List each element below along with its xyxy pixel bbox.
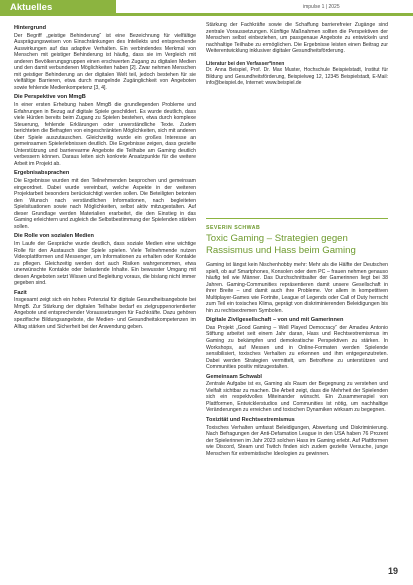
subheading: Gemeinsam Schwabl <box>206 373 262 380</box>
paragraph: In einer ersten Erhebung haben MmgB die grundlegenden Probleme und Erfahrungen in Bezug auf digitale Spiele geschildert. Es wurde deutlich, dass viele Hürden bereits beim Zugang zu Spielen bestehen, etwa durch komplexe Steuerung, fehlende Erklärungen oder unverständliche Texte. Zudem berichteten die Befragten von eingeschränkten Möglichkeiten, sich mit anderen über Spiele auszutauschen. Gleichzeitig wurde ein großes Interesse an gemeinsamen Spielerlebnissen deutlich. Die Ergebnisse zeigen, dass gezielte Unterstützung und barrierearme Angebote die Teilhabe am Gaming deutlich verbessern können. Daraus leiten sich konkrete Ansatzpunkte für die weitere Arbeit im Projekt ab. <box>14 102 196 167</box>
subheading: Ergebnisabsprachen <box>14 170 70 177</box>
subheading: Fazit <box>14 289 27 296</box>
page-number: 19 <box>388 566 399 576</box>
paragraph: Die Ergebnisse wurden mit den Teilnehmenden besprochen und gemeinsam eingeordnet. Dabei wurde vereinbart, welche Aspekte in der weiteren Projektarbeit besonders berücksichtigt werden sollen. Die Beteiligten betonten den Wunsch nach verständlichen Informationen, nach begleiteten Spielsituationen sowie nach Möglichkeiten, selbst aktiv mitzugestalten. Auf dieser Grundlage werden Materialien erarbeitet, die den Einstieg in das Gaming erleichtern und zugleich die Selbstbestimmung der Spielenden stärken sollen. <box>14 178 196 230</box>
page-header <box>0 0 413 17</box>
paragraph: Toxisches Verhalten umfasst Beleidigungen, Abwertung und Diskriminierung. Nach Befragungen der Anti-Defamation League in den USA haben 76 Prozent der Spielerinnen im Jahr 2023 solchen Hass im Gaming erlebt. Auf Plattformen wie Discord, Steam und Twitch finden sich zudem gezielte Versuche, junge Menschen für extremistische Ideologien zu gewinnen. <box>206 424 388 457</box>
left-column <box>14 22 196 332</box>
author-names: Dr. Anna Beispiel, Prof. Dr. Max Muster, Hochschule Beispielstadt, Institut für Bildung und Gesundheitsförderung, Beispielweg 12, 12345 Beispielstadt, E-Mail: info@beispiel.de, Internet: www.beispiel.de <box>206 67 388 86</box>
paragraph: Stärkung der Fachkräfte sowie die Schaffung barrierefreier Zugänge sind zentrale Voraussetzungen. Künftige Maßnahmen sollten die Perspektiven der Menschen selbst einbeziehen, um passgenaue Angebote zu entwickeln und nachhaltige Teilhabe zu ermöglichen. Die Ergebnisse leisten einen Beitrag zur Weiterentwicklung inklusiver digitaler Gesundheitsförderung. <box>206 22 388 55</box>
subheading: Die Perspektive von MmgB <box>14 94 86 101</box>
subheading: Digitale Zivilgesellschaft – von und mit Gamerinnen <box>206 317 344 324</box>
issue-label: impulse 1 | 2025 <box>300 4 343 10</box>
section-label: Aktuelles <box>0 0 116 16</box>
paragraph: Gaming ist längst kein Nischenhobby mehr: Mehr als die Hälfte der Deutschen spielt, ob auf Smartphones, Konsolen oder dem PC – frauen nehmen genauso häufig teil wie Männer. Das Durchschnittsalter der Gamerinnen liegt bei 38 Jahren. Gaming-Communities repräsentieren damit unsere Gesellschaft in ihrer Breite – und damit auch ihre Probleme. Vor allem in kompetitiven Multiplayer-Games wie Fortnite, League of Legends oder Call of Duty herrscht zum Teil ein toxisches Klima, geprägt von diskriminierenden Beleidigungen bis hin zu rechtsextremen Symbolen. <box>206 262 388 314</box>
paragraph: Zentrale Aufgabe ist es, Gaming als Raum der Begegnung zu verstehen und Vielfalt sichtbar zu machen. Die Arbeit zeigt, dass die Mehrheit der Spielenden sich ein respektvolles Miteinander wünscht. Ein Zusammenspiel von Plattformen, Entwicklerstudios und Communities ist nötig, um nachhaltige Veränderungen zu erreichen und toxischen Dynamiken wirksam zu begegnen. <box>206 381 388 414</box>
paragraph: Im Laufe der Gespräche wurde deutlich, dass soziale Medien eine wichtige Rolle für den Austausch über Spiele spielen. Viele Teilnehmende nutzen Videoplattformen und Messenger, um Informationen zu erhalten oder Kontakte zu pflegen. Gleichzeitig werden dort auch Risiken wahrgenommen, etwa unerwünschte Kontakte oder belastende Inhalte. Ein bewusster Umgang mit diesen Angeboten setzt Wissen und Begleitung voraus, die bislang nicht immer gegeben sind. <box>14 240 196 287</box>
subheading: Toxizität und Rechtsextremismus <box>206 417 295 424</box>
right-column-article <box>206 262 388 459</box>
author-block <box>206 61 388 87</box>
paragraph: Das Projekt „Good Gaming – Well Played Democracy“ der Amadeu Antonio Stiftung arbeitet seit einem Jahr daran, Hass und Rechtsextremismus im Gaming zu bekämpfen und demokratische Perspektiven zu stärken. In Workshops, auf Messen und in Online-Formaten werden Spielende sensibilisiert, toxisches Verhalten zu erkennen und ihm entgegenzutreten. Dabei werden Strategien vermittelt, um Betroffene zu unterstützen und Communities positiv mitzugestalten. <box>206 324 388 371</box>
header-rule <box>116 13 413 16</box>
subheading: Hintergrund <box>14 25 47 31</box>
literature-note: Literatur bei den Verfasser*innen <box>206 60 285 67</box>
right-column-top <box>206 22 388 86</box>
subheading: Die Rolle von sozialen Medien <box>14 233 94 240</box>
article-title: Toxic Gaming – Strategien gegen Rassismus und Hass beim Gaming <box>206 233 356 256</box>
paragraph: Insgesamt zeigt sich ein hohes Potenzial für digitale Gesundheitsangebote bei MmgB. Zur Stärkung der digitalen Teilhabe bedarf es zielgruppenorientierter Angebote und entsprechender Voraussetzungen für Fachkräfte. Dazu gehören spezifische Bildungsangebote, die Medien- und Gesundheitskompetenzen im Alltag stärken und Sicherheit bei der Anwendung geben. <box>14 297 196 330</box>
article-author: SEVERIN SCHWAB <box>206 225 261 231</box>
article-divider <box>206 218 388 219</box>
paragraph: Der Begriff „geistige Behinderung“ ist eine Bezeichnung für vielfältige Ausprägungsweisen von Einschränkungen des Intellekts und entsprechende Auswirkungen auf das adaptive Verhalten. Ein verbindendes Merkmal von Menschen mit geistiger Behinderung ist häufig, dass sie im Vergleich mit anderen Bevölkerungsgruppen einen erschwerten Zugang zu digitalen Medien und den damit verbundenen Möglichkeiten haben [2]. Zwar nehmen Menschen mit geistiger Behinderung an der digitalen Welt teil, jedoch bestehen für sie vielfältige Barrieren, etwa durch mangelnde Zugänglichkeit von Angeboten sowie fehlende Medienkompetenz [3, 4]. <box>14 32 196 91</box>
